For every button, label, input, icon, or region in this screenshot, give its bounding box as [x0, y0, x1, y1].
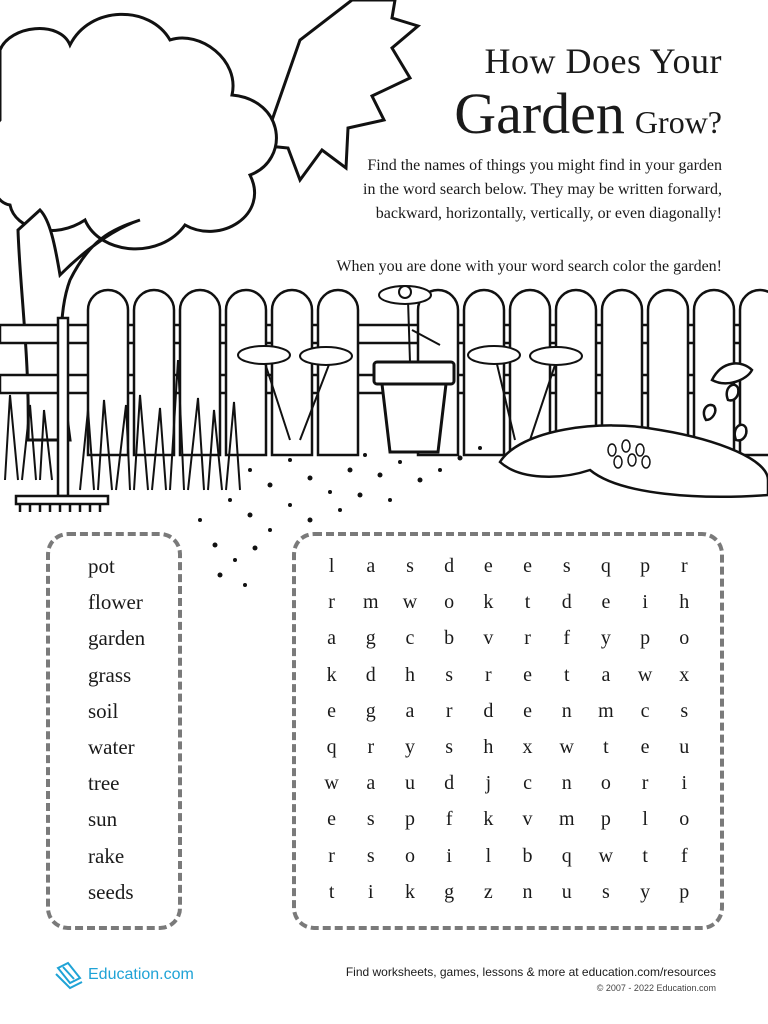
- grid-letter: r: [485, 663, 492, 686]
- grid-letter: d: [444, 772, 455, 795]
- grid-letter: m: [363, 591, 379, 614]
- grid-letter: q: [326, 735, 337, 758]
- word-item: grass: [88, 662, 132, 687]
- grid-letter: d: [365, 663, 376, 686]
- grid-letter: s: [366, 808, 375, 831]
- grid-letter: r: [328, 591, 335, 614]
- grid-letter: k: [483, 808, 494, 831]
- grid-letter: u: [679, 735, 690, 758]
- grid-letter: p: [640, 627, 651, 650]
- grid-letter: s: [445, 735, 454, 758]
- grid-letter: j: [485, 772, 492, 795]
- grid-letter: e: [483, 555, 493, 577]
- grid-letter: e: [640, 735, 650, 758]
- grid-letter: u: [404, 772, 415, 795]
- grid-letter: g: [444, 880, 455, 903]
- grid-letter: h: [404, 663, 415, 686]
- word-item: pot: [88, 554, 115, 578]
- grid-letter: s: [366, 844, 375, 867]
- grid-letter: r: [367, 735, 375, 758]
- title-line1: How Does Your: [484, 41, 722, 81]
- color-prompt-text: When you are done with your word search color the garden!: [336, 258, 722, 275]
- grid-letter: f: [563, 627, 571, 650]
- grid-letter: s: [562, 555, 571, 577]
- grid-letter: p: [404, 808, 415, 831]
- grid-letter: x: [679, 663, 690, 686]
- grid-letter: o: [600, 772, 611, 795]
- grid-letter: e: [523, 663, 532, 686]
- grid-letter: i: [681, 772, 688, 795]
- grid-letter: t: [603, 735, 609, 758]
- grid-row: [312, 769, 704, 805]
- grid-letter: v: [522, 808, 533, 831]
- grid-letter: d: [444, 555, 455, 577]
- word-item: soil: [88, 698, 119, 723]
- grid-letter: p: [640, 555, 651, 577]
- grid-letter: y: [404, 735, 415, 758]
- grid-letter: t: [328, 880, 335, 903]
- grid-letter: y: [600, 627, 611, 650]
- grid-letter: w: [324, 772, 339, 795]
- grid-letter: i: [446, 844, 452, 867]
- grid-letter: w: [559, 735, 574, 758]
- word-item: rake: [88, 843, 125, 868]
- education-logo: [54, 960, 194, 990]
- grid-row: [312, 661, 704, 697]
- grid-letter: r: [680, 555, 688, 577]
- grid-letter: d: [561, 591, 572, 614]
- grid-letter: t: [524, 591, 531, 614]
- grid-letter: a: [366, 555, 376, 577]
- grid-letter: s: [445, 663, 454, 686]
- word-item: flower: [88, 590, 143, 615]
- word-item: tree: [88, 771, 120, 796]
- grid-letter: w: [598, 844, 614, 867]
- grid-letter: e: [523, 699, 532, 722]
- grid-row: [312, 842, 704, 878]
- grid-letter: u: [561, 880, 572, 903]
- grid-letter: q: [561, 844, 572, 867]
- grid-letter: n: [522, 880, 533, 903]
- grid-letter: r: [641, 772, 649, 795]
- grid-letter: e: [327, 699, 337, 722]
- grid-letter: q: [600, 555, 611, 577]
- grid-letter: y: [640, 880, 651, 903]
- grid-letter: e: [601, 591, 611, 614]
- grid-letter: n: [561, 772, 572, 795]
- grid-letter: k: [404, 880, 415, 903]
- grid-letter: o: [679, 808, 690, 831]
- grid-row: [312, 733, 704, 769]
- word-item: garden: [88, 626, 146, 651]
- word-item: water: [88, 734, 135, 759]
- grid-letter: g: [365, 699, 376, 722]
- sun-icon: [268, 0, 418, 180]
- grid-letter: b: [444, 627, 455, 650]
- grid-letter: r: [328, 844, 335, 867]
- grid-row: [312, 552, 704, 588]
- grid-letter: a: [405, 699, 415, 722]
- word-search-grid: [312, 552, 704, 914]
- grid-letter: a: [327, 627, 337, 650]
- grid-letter: p: [600, 808, 611, 831]
- grid-letter: o: [679, 627, 690, 650]
- grid-letter: a: [601, 663, 611, 686]
- grid-letter: b: [522, 844, 533, 867]
- grid-letter: g: [365, 627, 376, 650]
- grid-letter: l: [328, 555, 335, 577]
- grid-letter: s: [406, 555, 414, 577]
- grid-row: [312, 624, 704, 660]
- grid-letter: n: [561, 699, 572, 722]
- grid-letter: m: [598, 699, 614, 722]
- word-item: seeds: [88, 879, 134, 904]
- grid-letter: m: [558, 808, 575, 831]
- grid-letter: i: [642, 591, 648, 614]
- grid-letter: a: [366, 772, 376, 795]
- grid-letter: f: [445, 808, 453, 831]
- grid-row: [312, 697, 704, 733]
- grid-letter: r: [524, 627, 531, 650]
- grid-letter: c: [523, 772, 532, 795]
- grid-row: [312, 878, 704, 914]
- word-list: [88, 552, 145, 914]
- grid-letter: t: [642, 844, 648, 867]
- footer-text: Find worksheets, games, lessons & more at education.com/resources: [345, 965, 716, 979]
- grid-letter: c: [640, 699, 650, 722]
- brand-name: Education.com: [88, 966, 194, 983]
- grid-letter: i: [368, 880, 374, 903]
- title-main: Garden: [454, 81, 625, 146]
- page-title: [454, 80, 722, 147]
- grid-letter: z: [483, 880, 493, 903]
- grid-letter: d: [483, 699, 494, 722]
- grid-letter: k: [326, 663, 337, 686]
- grid-letter: o: [444, 591, 455, 614]
- title-tail: Grow?: [634, 104, 722, 140]
- grid-letter: k: [483, 591, 494, 614]
- grid-letter: s: [602, 880, 610, 903]
- grid-letter: h: [679, 591, 690, 614]
- grid-letter: l: [485, 844, 492, 867]
- grid-letter: w: [402, 591, 418, 614]
- copyright-text: © 2007 - 2022 Education.com: [596, 983, 716, 993]
- grid-letter: r: [445, 699, 453, 722]
- grid-row: [312, 805, 704, 841]
- grid-letter: l: [642, 808, 648, 831]
- grid-letter: w: [637, 663, 653, 686]
- education-logo-icon: [54, 960, 84, 990]
- instructions-text: Find the names of things you might find in your garden in the word search below. They may be written forward, backward, horizontally, vertically, or even diagonally!: [363, 157, 722, 222]
- grid-letter: e: [523, 555, 532, 577]
- grid-letter: v: [483, 627, 494, 650]
- grid-letter: f: [680, 844, 688, 867]
- grid-letter: x: [522, 735, 533, 758]
- grid-letter: t: [563, 663, 570, 686]
- grid-letter: s: [680, 699, 689, 722]
- grid-letter: h: [483, 735, 494, 758]
- grid-row: [312, 588, 704, 624]
- word-item: sun: [88, 807, 118, 832]
- grid-letter: e: [327, 808, 337, 831]
- grid-letter: p: [679, 880, 690, 903]
- grid-letter: o: [404, 844, 415, 867]
- grid-letter: c: [405, 627, 415, 650]
